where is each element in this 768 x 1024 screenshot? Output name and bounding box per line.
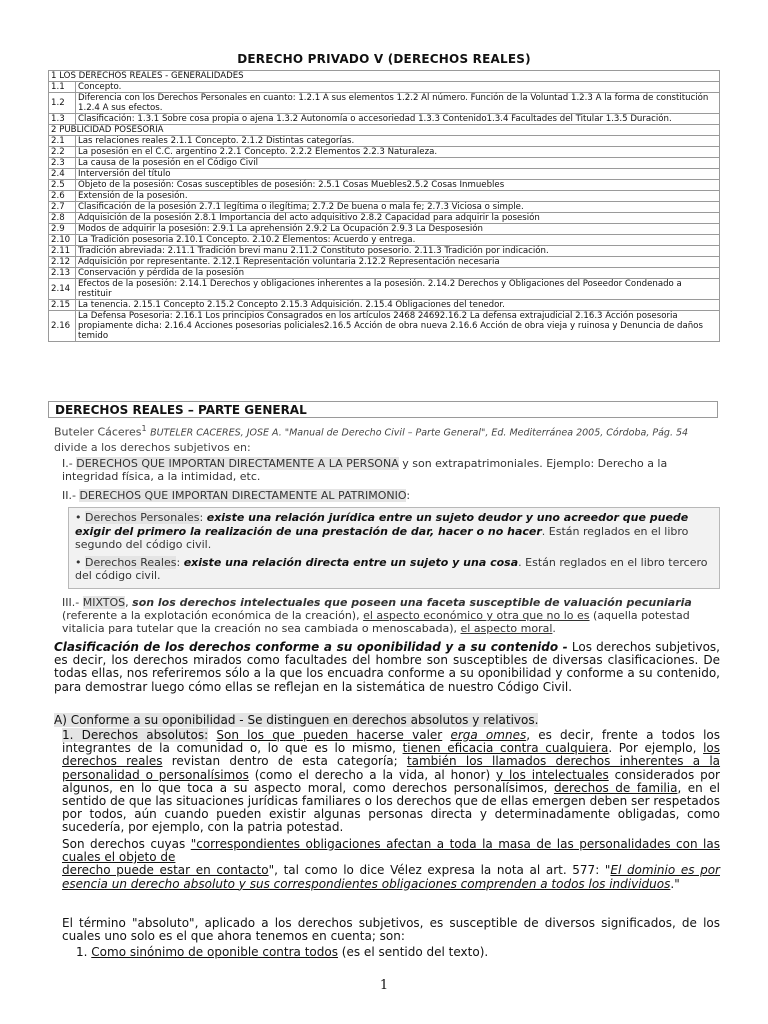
document-title: DERECHO PRIVADO V (DERECHOS REALES) (237, 52, 531, 66)
syllabus-number: 2.11 (49, 246, 76, 257)
item-mixtos: III.- MIXTOS, son los derechos intelectuales que poseen una faceta susceptible de valuación pecuniaria (referente a la explotación económica de la creación), el aspecto económico y otra que no lo es (aquella potestad vitalicia para tutelar que la creación no sea cambiada o menoscabada), el aspecto moral. (62, 596, 692, 635)
syllabus-row (49, 224, 720, 235)
citation-author: Buteler Cáceres (54, 425, 142, 439)
definition-bold: existe una relación directa entre un sujeto y una cosa (183, 555, 519, 569)
syllabus-topic: Diferencia con los Derechos Personales en cuanto: 1.2.1 A sus elementos 1.2.2 Al número. Función de la Voluntad 1.2.3 A la forma de constitución 1.2.4 A sus efectos. (76, 93, 720, 114)
absolutos-underline: tienen eficacia contra cualquiera (402, 741, 609, 756)
correspondientes-underline: derecho puede estar en contacto (62, 863, 269, 878)
absolutos-paragraph (62, 729, 720, 835)
absolutos-text: . Por ejemplo, (608, 741, 704, 756)
absolutos-text: , es decir, frente a todos los integrantes de la comunidad o, lo que es lo mismo, (62, 728, 720, 756)
syllabus-row (49, 180, 720, 191)
syllabus-table (48, 70, 720, 342)
syllabus-number: 2.2 (49, 147, 76, 158)
definition-bold: existe una relación jurídica entre un sujeto deudor y uno acreedor que puede exigir del primero la realización de una prestación de dar, hacer o no hacer (75, 511, 689, 538)
meaning-list-item (76, 946, 720, 959)
syllabus-row (49, 311, 720, 342)
syllabus-number: 2.8 (49, 213, 76, 224)
syllabus-topic: La causa de la posesión en el Código Civil (76, 158, 720, 169)
correspondientes-text: ", tal como lo dice Vélez expresa la nota al art. 577: " (268, 863, 611, 878)
syllabus-topic: Concepto. (76, 82, 720, 93)
item-text: (referente a la explotación económica de la creación), (62, 609, 364, 622)
term-highlight: Derechos Reales (85, 555, 177, 569)
syllabus-row (49, 93, 720, 114)
footnote-marker[interactable]: 1 (141, 424, 147, 433)
syllabus-number: 2.16 (49, 311, 76, 342)
syllabus-number: 2.5 (49, 180, 76, 191)
derechos-personales-paragraph: • Derechos Personales: existe una relación jurídica entre un sujeto deudor y uno acreedor que puede exigir del primero la realización de una prestación de dar, hacer o no hacer. Están reglados en el libro segundo del código civil. (75, 511, 689, 551)
syllabus-row (49, 300, 720, 311)
item-text: y son extrapatrimoniales. Ejemplo: Derecho a la integridad física, a la intimidad, etc. (62, 457, 668, 483)
item-text: (aquella potestad vitalicia para tutelar que la creación no sea cambiada o menoscabada), (62, 609, 690, 635)
classification-heading: Clasificación de los derechos conforme a su oponibilidad y a su contenido - (54, 640, 568, 654)
item-highlight: MIXTOS (82, 596, 126, 609)
classification-paragraph (54, 641, 720, 694)
oponibilidad-heading (54, 714, 720, 727)
syllabus-topic: Objeto de la posesión: Cosas susceptibles de posesión: 2.5.1 Cosas Muebles2.5.2 Cosas Inmuebles (76, 180, 720, 191)
syllabus-section-row (49, 71, 720, 82)
syllabus-row (49, 246, 720, 257)
syllabus-number: 2.14 (49, 279, 76, 300)
item-underline: el aspecto económico y otra que no lo es (363, 609, 590, 622)
item-patrimonio (62, 489, 720, 502)
absolutos-label: 1. Derechos absolutos: (62, 728, 209, 742)
absolutos-underline: los derechos reales (62, 741, 720, 769)
absolutos-text: (como el derecho a la vida, al honor) (248, 767, 496, 782)
item-prefix: I.- (62, 457, 77, 470)
list-underline: Como sinónimo de oponible contra todos (91, 945, 338, 959)
absolutos-text: , en el sentido de que las situaciones jurídicas familiares o los derechos que de ellas emergen deben ser respetados por todos, aún cuando pueden existir algunas personas directa y determinadamente obligadas, como sucedería, por ejemplo, con la patria potestad. (62, 780, 720, 835)
derechos-reales-paragraph: • Derechos Reales: existe una relación directa entre un sujeto y una cosa. Están reglados en el libro tercero del código civil. (75, 555, 708, 582)
item-text: : (406, 489, 411, 502)
syllabus-row (49, 169, 720, 180)
page-number: 1 (379, 978, 389, 993)
erga-omnes: erga omnes (450, 728, 527, 742)
syllabus-number: 2.7 (49, 202, 76, 213)
syllabus-topic: Extensión de la posesión. (76, 191, 720, 202)
rights-definition-box (68, 507, 720, 589)
syllabus-topic: Conservación y pérdida de la posesión (76, 268, 720, 279)
absolutos-underline: derechos de familia (553, 780, 678, 795)
correspondientes-text: ." (670, 876, 680, 891)
item-text: . (552, 622, 556, 635)
nota-quote: El dominio es por esencia un derecho absoluto y sus correspondientes obligaciones comprenden a todos los individuos (62, 863, 720, 891)
syllabus-row (49, 279, 720, 300)
term-highlight: Derechos Personales (85, 511, 200, 524)
syllabus-row (49, 136, 720, 147)
item-prefix: III.- (62, 596, 83, 609)
item-highlight: DERECHOS QUE IMPORTAN DIRECTAMENTE A LA PERSONA (76, 457, 399, 470)
syllabus-row (49, 191, 720, 202)
absolutos-underline: también los llamados derechos inherentes a la personalidad o personalísimos (62, 754, 721, 782)
citation-tail: divide a los derechos subjetivos en: (54, 440, 251, 454)
syllabus-number: 2.6 (49, 191, 76, 202)
citation-reference: BUTELER CACERES, JOSE A. "Manual de Derecho Civil – Parte General", Ed. Mediterránea 2005, Córdoba, Pág. 54 (150, 427, 689, 439)
syllabus-topic: Clasificación de la posesión 2.7.1 legítima o ilegítima; 2.7.2 De buena o mala fe; 2.7.3 Viciosa o simple. (76, 202, 720, 213)
list-number: 1. (76, 945, 88, 959)
syllabus-topic: Clasificación: 1.3.1 Sobre cosa propia o ajena 1.3.2 Autonomía o accesoriedad 1.3.3 Contenido1.3.4 Facultades del Titular 1.3.5 Duración. (76, 114, 720, 125)
syllabus-topic: Adquisición de la posesión 2.8.1 Importancia del acto adquisitivo 2.8.2 Capacidad para adquirir la posesión (76, 213, 720, 224)
item-persona (62, 457, 720, 483)
syllabus-number: 2.1 (49, 136, 76, 147)
syllabus-row (49, 202, 720, 213)
syllabus-topic: Las relaciones reales 2.1.1 Concepto. 2.1.2 Distintas categorías. (76, 136, 720, 147)
syllabus-topic: Interversión del título (76, 169, 720, 180)
syllabus-row (49, 82, 720, 93)
syllabus-number: 2.12 (49, 257, 76, 268)
syllabus-row (49, 235, 720, 246)
syllabus-section-row (49, 125, 720, 136)
syllabus-number: 2.4 (49, 169, 76, 180)
correspondientes-paragraph (62, 838, 720, 891)
syllabus-row (49, 213, 720, 224)
absolutos-text: considerados por algunos, en lo que toca a su aspecto moral, como derechos personalísimos, (62, 767, 720, 795)
syllabus-number: 2.15 (49, 300, 76, 311)
syllabus-row (49, 114, 720, 125)
syllabus-number: 2.3 (49, 158, 76, 169)
syllabus-number: 2.13 (49, 268, 76, 279)
syllabus-topic: La Tradición posesoria 2.10.1 Concepto. 2.10.2 Elementos: Acuerdo y entrega. (76, 235, 720, 246)
syllabus-topic: La tenencia. 2.15.1 Concepto 2.15.2 Concepto 2.15.3 Adquisición. 2.15.4 Obligaciones del tenedor. (76, 300, 720, 311)
syllabus-row (49, 158, 720, 169)
syllabus-topic: La posesión en el C.C. argentino 2.2.1 Concepto. 2.2.2 Elementos 2.2.3 Naturaleza. (76, 147, 720, 158)
syllabus-topic: Tradición abreviada: 2.11.1 Tradición brevi manu 2.11.2 Constituto posesorio. 2.11.3 Tradición por indicación. (76, 246, 720, 257)
classification-text: Los derechos subjetivos, es decir, los derechos mirados como facultades del hombre son susceptibles de diversas clasificaciones. De todas ellas, nos referiremos sólo a la que los encuadra conforme a su oponibilidad y conforme a su contenido, para demostrar luego cómo ellas se reflejan en la sistemática de nuestro Código Civil. (54, 640, 720, 694)
syllabus-topic: Efectos de la posesión: 2.14.1 Derechos y obligaciones inherentes a la posesión. 2.14.2 Derechos y Obligaciones del Poseedor Condenado a restituir (76, 279, 720, 300)
absolutos-underline: Son los que pueden hacerse valer (216, 728, 443, 742)
syllabus-row (49, 268, 720, 279)
oponibilidad-heading-text: A) Conforme a su oponibilidad - Se distinguen en derechos absolutos y relativos. (54, 713, 539, 727)
definition-rest: . Están reglados en el libro segundo del código civil. (75, 524, 689, 551)
syllabus-topic: Modos de adquirir la posesión: 2.9.1 La aprehensión 2.9.2 La Ocupación 2.9.3 La Desposesión (76, 224, 720, 235)
definition-rest: . Están reglados en el libro tercero del código civil. (75, 555, 708, 582)
syllabus-section-title: 1 LOS DERECHOS REALES - GENERALIDADES (49, 71, 720, 82)
item-underline: el aspecto moral (460, 622, 553, 635)
item-highlight: DERECHOS QUE IMPORTAN DIRECTAMENTE AL PATRIMONIO (79, 489, 407, 502)
correspondientes-underline: "correspondientes obligaciones afectan a toda la masa de las personalidades con las cuales el objeto de (62, 837, 720, 865)
syllabus-number: 1.2 (49, 93, 76, 114)
syllabus-number: 1.1 (49, 82, 76, 93)
citation-paragraph (54, 422, 720, 455)
syllabus-topic: La Defensa Posesoria: 2.16.1 Los principios Consagrados en los artículos 2468 24692.16.2 La defensa extrajudicial 2.16.3 Acción posesoria propiamente dicha: 2.16.4 Acciones posesorias policiales2.16.5 Acción de obra nueva 2.16.6 Acción de obra vieja y ruinosa y Denuncia de daños temido (76, 311, 720, 342)
syllabus-section-title: 2 PUBLICIDAD POSESORIA (49, 125, 720, 136)
section-heading: DERECHOS REALES – PARTE GENERAL (48, 401, 718, 418)
syllabus-row (49, 257, 720, 268)
correspondientes-text: Son derechos cuyas (62, 837, 191, 851)
absolutos-underline: y los intelectuales (496, 767, 609, 782)
syllabus-number: 1.3 (49, 114, 76, 125)
syllabus-number: 2.10 (49, 235, 76, 246)
syllabus-topic: Adquisición por representante. 2.12.1 Representación voluntaria 2.12.2 Representación necesaria (76, 257, 720, 268)
termino-paragraph: El término "absoluto", aplicado a los derechos subjetivos, es susceptible de diversos significados, de los cuales uno solo es el que ahora tenemos en cuenta; son: (62, 916, 720, 944)
item-prefix: II.- (62, 489, 80, 502)
syllabus-number: 2.9 (49, 224, 76, 235)
syllabus-row (49, 147, 720, 158)
absolutos-text: revistan dentro de esta categoría; (162, 754, 407, 769)
list-text: (es el sentido del texto). (337, 945, 489, 959)
item-bold: son los derechos intelectuales que poseen una faceta susceptible de valuación pecuniaria (132, 596, 692, 609)
